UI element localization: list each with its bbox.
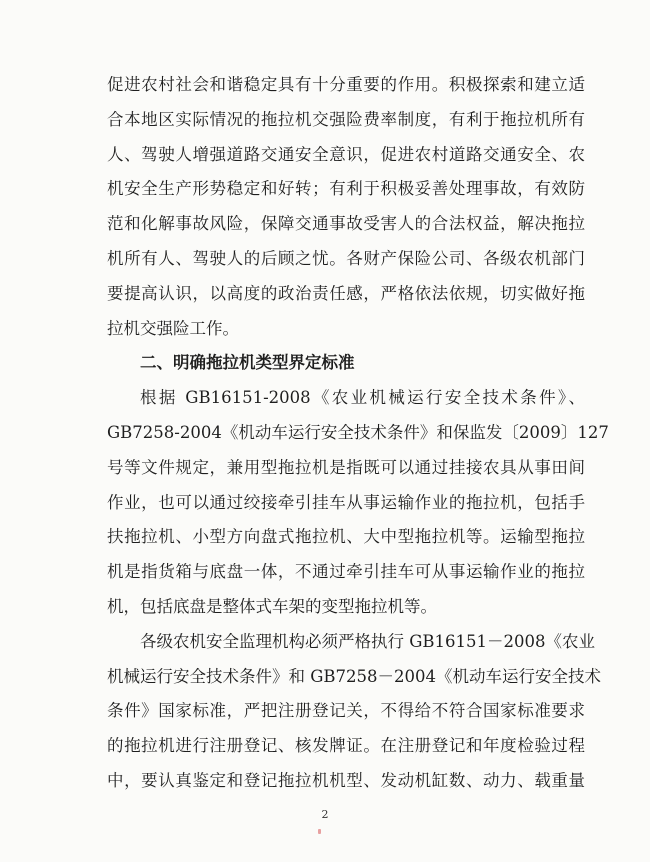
paragraph-line-5: 范和化解事故风险，保障交通事故受害人的合法权益，解决拖拉: [107, 214, 585, 233]
paragraph-line-4: 机安全生产形势稳定和好转；有利于积极妥善处理事故，有效防: [107, 179, 585, 198]
paragraph-line-6: 机所有人、驾驶人的后顾之忧。各财产保险公司、各级农机部门: [107, 249, 585, 268]
paragraph-line-14: 扶拖拉机、小型方向盘式拖拉机、大中型拖拉机等。运输型拖拉: [107, 527, 585, 546]
paragraph-line-17: 各级农机安全监理机构必须严格执行 GB16151－2008《农业: [140, 632, 596, 651]
paragraph-line-7: 要提高认识，以高度的政治责任感，严格依法依规，切实做好拖: [107, 284, 585, 303]
page-number: 2: [321, 808, 329, 821]
paragraph-line-12: 号等文件规定，兼用型拖拉机是指既可以通过挂接农具从事田间: [107, 458, 585, 477]
paragraph-line-19: 条件》国家标准，严把注册登记关，不得给不符合国家标准要求: [107, 701, 585, 720]
paragraph-line-21: 中，要认真鉴定和登记拖拉机机型、发动机缸数、动力、载重量: [107, 771, 585, 790]
paragraph-line-15: 机是指货箱与底盘一体，不通过牵引挂车可从事运输作业的拖拉: [107, 562, 585, 581]
paragraph-line-13: 作业，也可以通过绞接牵引挂车从事运输作业的拖拉机，包括手: [107, 493, 585, 512]
paragraph-line-3: 人、驾驶人增强道路交通安全意识，促进农村道路交通安全、农: [107, 145, 585, 164]
red-mark: [318, 829, 321, 834]
paragraph-line-2: 合本地区实际情况的拖拉机交强险费率制度，有利于拖拉机所有: [107, 110, 585, 129]
section-heading: 二、明确拖拉机类型界定标准: [140, 353, 355, 372]
paragraph-line-1: 促进农村社会和谐稳定具有十分重要的作用。积极探索和建立适: [107, 75, 585, 94]
paragraph-line-8: 拉机交强险工作。: [107, 319, 239, 338]
paragraph-line-11: GB7258-2004《机动车运行安全技术条件》和保监发〔2009〕127: [107, 423, 609, 442]
paragraph-line-10: 根据 GB16151-2008《农业机械运行安全技术条件》、: [140, 388, 585, 407]
paragraph-line-16: 机，包括底盘是整体式车架的变型拖拉机等。: [107, 597, 437, 616]
paragraph-line-18: 机械运行安全技术条件》和 GB7258－2004《机动车运行安全技术: [107, 667, 602, 686]
paragraph-line-20: 的拖拉机进行注册登记、核发牌证。在注册登记和年度检验过程: [107, 736, 585, 755]
